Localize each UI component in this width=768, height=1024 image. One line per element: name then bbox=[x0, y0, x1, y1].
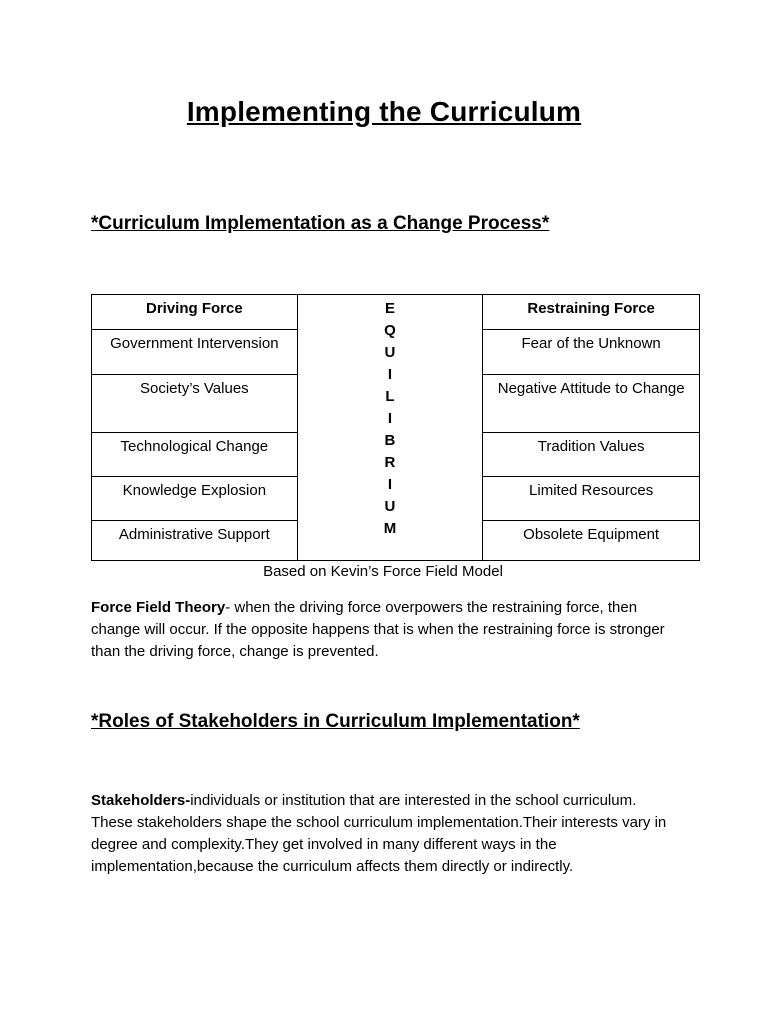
equilibrium-letter: B bbox=[384, 432, 396, 449]
restraining-force-cell: Obsolete Equipment bbox=[483, 521, 700, 561]
section-heading-change-process: *Curriculum Implementation as a Change Process* bbox=[91, 213, 550, 234]
restraining-force-cell: Tradition Values bbox=[483, 433, 700, 477]
equilibrium-letter: I bbox=[387, 366, 393, 383]
driving-force-cell: Knowledge Explosion bbox=[92, 477, 298, 521]
equilibrium-letter: I bbox=[387, 410, 393, 427]
restraining-force-cell: Negative Attitude to Change bbox=[483, 375, 700, 433]
equilibrium-column bbox=[297, 295, 483, 561]
page-title: Implementing the Curriculum bbox=[186, 96, 582, 127]
force-field-table bbox=[91, 294, 700, 561]
table-caption: Based on Kevin’s Force Field Model bbox=[263, 563, 503, 580]
equilibrium-letter: E bbox=[384, 300, 395, 317]
restraining-force-cell: Limited Resources bbox=[483, 477, 700, 521]
restraining-force-cell: Fear of the Unknown bbox=[483, 330, 700, 375]
equilibrium-letter: U bbox=[384, 344, 396, 361]
driving-force-cell: Society’s Values bbox=[92, 375, 298, 433]
equilibrium-letter: Q bbox=[384, 322, 396, 339]
force-field-term: Force Field Theory bbox=[91, 599, 226, 616]
driving-force-cell: Technological Change bbox=[92, 433, 298, 477]
equilibrium-letter: U bbox=[384, 498, 396, 515]
driving-force-cell: Government Intervension bbox=[92, 330, 298, 375]
section-heading-stakeholders: *Roles of Stakeholders in Curriculum Implementation* bbox=[91, 711, 580, 732]
equilibrium-letter: R bbox=[384, 454, 396, 471]
equilibrium-letter: L bbox=[385, 388, 395, 405]
force-field-text: - when the driving force overpowers the restraining force, then change will occur. If the opposite happens that is when the restraining force is stronger than the driving force, change is prevented. bbox=[91, 599, 665, 660]
stakeholders-text: individuals or institution that are interested in the school curriculum. These stakeholders shape the school curriculum implementation.Their interests vary in degree and complexity.They get involved in many different ways in the implementation,because the curriculum affects them directly or indirectly. bbox=[91, 792, 667, 875]
equilibrium-letter: I bbox=[387, 476, 393, 493]
driving-force-cell: Administrative Support bbox=[92, 521, 298, 561]
force-field-paragraph bbox=[91, 597, 681, 663]
restraining-force-header: Restraining Force bbox=[483, 295, 700, 330]
stakeholders-term: Stakeholders- bbox=[91, 792, 191, 809]
stakeholders-paragraph bbox=[91, 790, 681, 878]
equilibrium-letter: M bbox=[383, 520, 397, 537]
driving-force-header: Driving Force bbox=[92, 295, 298, 330]
